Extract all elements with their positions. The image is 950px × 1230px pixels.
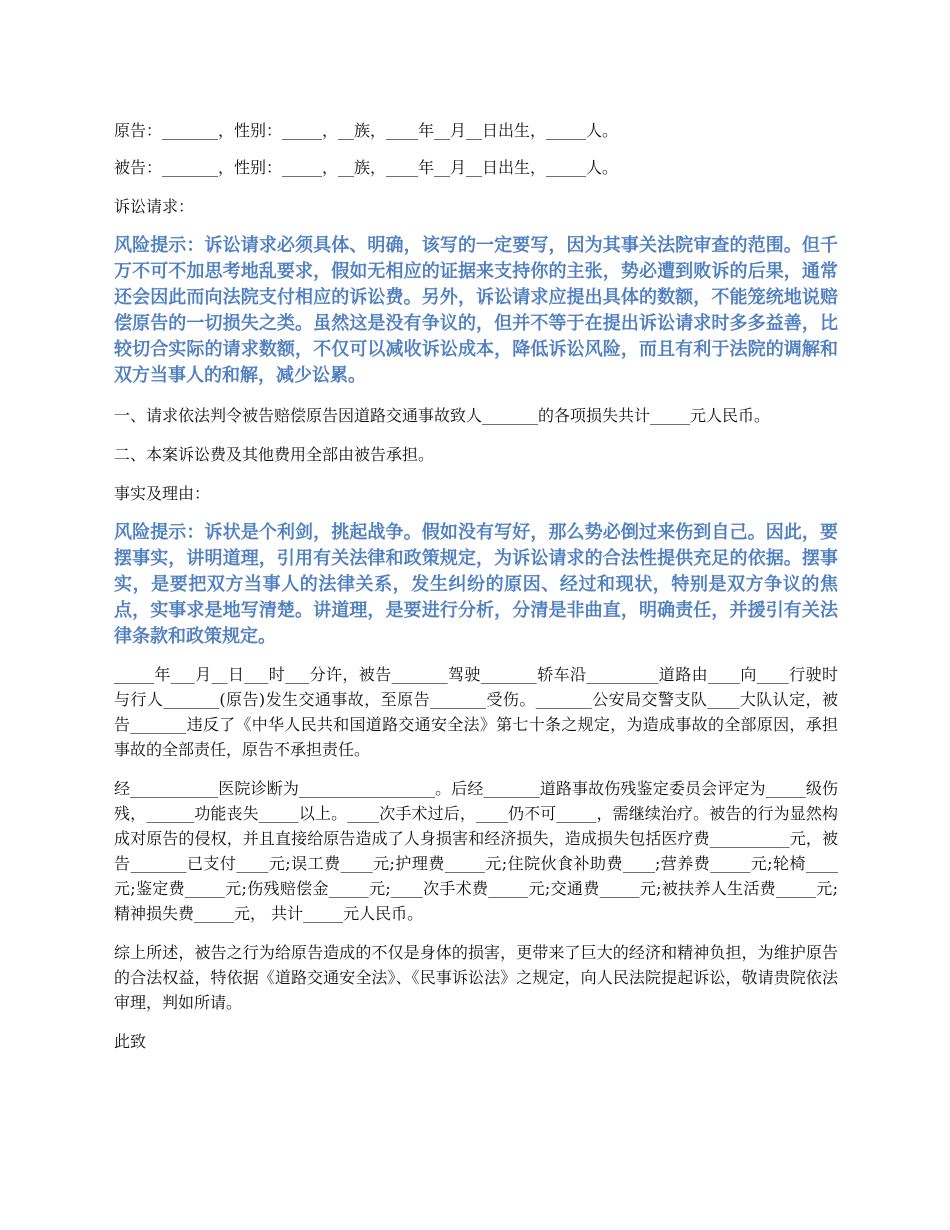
plaintiff-info-line: 原告：_______，性别：_____，__族，____年__月__日出生，_____人。 bbox=[114, 121, 619, 140]
facts-paragraph-accident: _____年___月__日___时___分许，被告_______驾驶_______轿车沿_________道路由____向____行驶时与行人_______(原告)发生交通事故，至原告_______受伤。_______公安局交警支队____大队认定，被告_______违反了《中华人民共和国道路交通安全法》第七十条之规定，为造成事故的全部原因，承担事故的全部责任，原告不承担责任。 bbox=[114, 665, 838, 759]
conclusion-paragraph: 综上所述，被告之行为给原告造成的不仅是身体的损害，更带来了巨大的经济和精神负担，为维护原告的合法权益，特依据《道路交通安全法》、《民事诉讼法》之规定，向人民法院提起诉讼，敬请贵院依法审理，判如所请。 bbox=[114, 943, 838, 1012]
facts-paragraph-injury: 经___________医院诊断为_________________。后经_______道路事故伤残鉴定委员会评定为_____级伤残，______功能丧失_____以上。____次手术过后，____仍不可_____，需继续治疗。被告的行为显然构成对原告的侵权，并且直接给原告造成了人身损害和经济损失，造成损失包括医疗费__________元，被告_______已支付____元;误工费____元;护理费_____元;住院伙食补助费____;营养费_____元;轮椅____元;鉴定费_____元;伤残赔偿金_____元;____次手术费_____元;交通费_____元;被扶养人生活费_____元;精神损失费_____元， 共计_____元人民币。 bbox=[114, 779, 838, 923]
defendant-info-line: 被告：_______，性别：_____，__族，____年__月__日出生，_____人。 bbox=[114, 158, 619, 177]
facts-label: 事实及理由： bbox=[114, 484, 211, 503]
risk-tip-facts: 风险提示：诉状是个利剑，挑起战争。假如没有写好，那么势必倒过来伤到自己。因此，要摆事实，讲明道理，引用有关法律和政策规定，为诉讼请求的合法性提供充足的依据。摆事实，是要把双方当事人的法律关系，发生纠纷的原因、经过和现状，特别是双方争议的焦点，实事求是地写清楚。讲道理，是要进行分析，分清是非曲直，明确责任，并援引有关法律条款和政策规定。 bbox=[114, 522, 838, 647]
risk-tip-claims: 风险提示：诉讼请求必须具体、明确，该写的一定要写，因为其事关法院审查的范围。但千万不可不加思考地乱要求，假如无相应的证据来支持你的主张，势必遭到败诉的后果，通常还会因此而向法院支付相应的诉讼费。另外，诉讼请求应提出具体的数额，不能笼统地说赔偿原告的一切损失之类。虽然这是没有争议的，但并不等于在提出诉讼请求时多多益善，比较切合实际的请求数额，不仅可以减收诉讼成本，降低诉讼风险，而且有利于法院的调解和双方当事人的和解，减少讼累。 bbox=[114, 235, 838, 386]
claim-item-1: 一、请求依法判令被告赔偿原告因道路交通事故致人_______的各项损失共计_____元人民币。 bbox=[114, 406, 771, 425]
complaint-document bbox=[114, 118, 838, 1067]
closing-salutation: 此致 bbox=[114, 1032, 147, 1051]
claims-label: 诉讼请求： bbox=[114, 197, 195, 216]
claim-item-2: 二、本案诉讼费及其他费用全部由被告承担。 bbox=[114, 445, 435, 464]
